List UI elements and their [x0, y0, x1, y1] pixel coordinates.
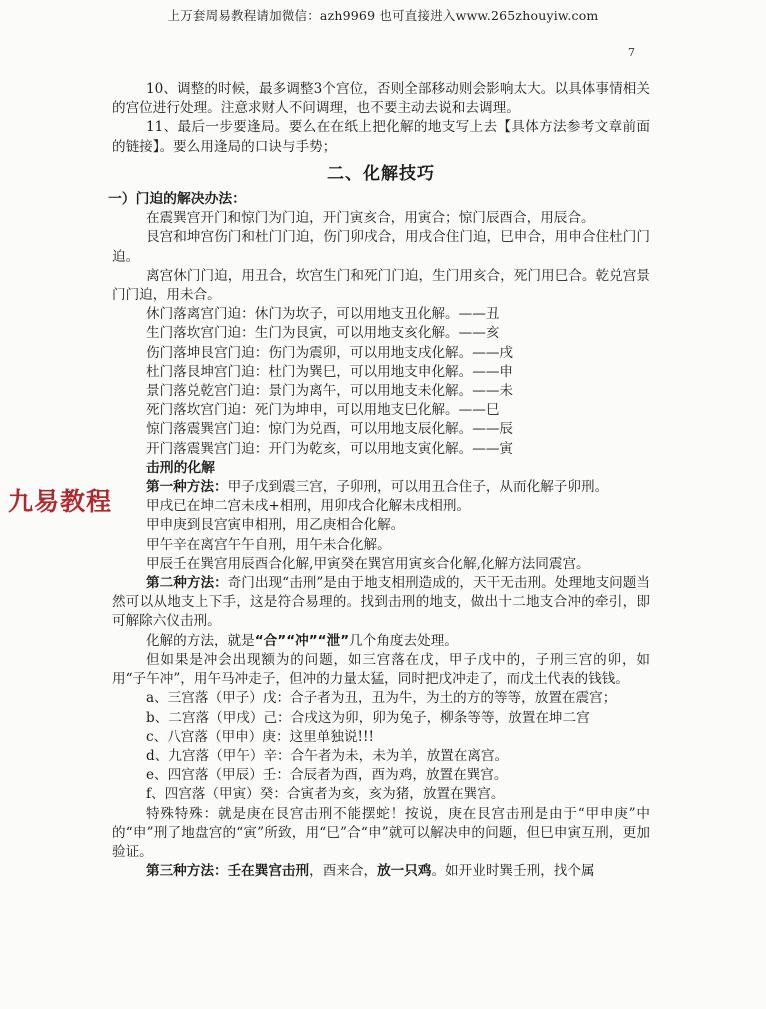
- method-3-label: 第三种方法：: [146, 863, 228, 880]
- method-1-text: 甲子戊到震三宫，子卯刑，可以用丑合住子，从而化解子卯刑。: [227, 479, 609, 496]
- intro-paragraph-10: 10、调整的时候，最多调整3个宫位，否则全部移动则会影响太大。以具体事情相关的宫位进行处理。注意求财人不问调理，也不要主动去说和去调理。: [112, 81, 650, 117]
- remedy-line: 开门落震巽宫门迫：开门为乾亥，可以用地支寅化解。——寅: [146, 440, 514, 457]
- remedy-line: 惊门落震巽宫门迫：惊门为兑酉，可以用地支辰化解。——辰: [146, 421, 514, 438]
- list-item: c、八宫落（甲申）庚：这里单独说!!!: [146, 728, 374, 745]
- method-3-paragraph: [112, 862, 650, 881]
- paragraph: 艮宫和坤宫伤门和杜门门迫，伤门卯戌合，用戌合住门迫，巳申合，用申合住杜门门迫。: [112, 229, 650, 265]
- remedy-line: 生门落坎宫门迫：生门为艮寅，可以用地支亥化解。——亥: [146, 325, 500, 342]
- paragraph: [112, 632, 650, 651]
- text-span: 几个角度去处理。: [349, 632, 458, 649]
- list-item: f、四宫落（甲寅）癸：合寅者为亥，亥为猪，放置在巽宫。: [146, 786, 505, 803]
- page-body: [108, 80, 650, 881]
- list-item: d、九宫落（甲午）辛：合午者为未，未为羊，放置在离宫。: [146, 747, 509, 764]
- emphasis-text: 壬在巽宫击刑: [227, 863, 310, 880]
- list-item: a、三宫落（甲子）戊：合子者为丑，丑为牛，为土的方的等等，放置在震宫；: [146, 690, 617, 707]
- paragraph: 甲戌已在坤二宫未戌+相刑，用卯戌合化解未戌相刑。: [146, 498, 471, 515]
- remedy-line: 死门落坎宫门迫：死门为坤申，可以用地支巳化解。——巳: [146, 402, 500, 419]
- section-title: 二、化解技巧: [327, 163, 435, 184]
- paragraph: 但如果是冲会出现额为的问题，如三宫落在戊，甲子戊中的，子刑三宫的卯，如用“子午冲”，用午马冲走子，但冲的力量太猛，同时把戊冲走了，而戊土代表的钱钱。: [112, 651, 650, 688]
- emphasis-keywords: “合”“冲”“泄”: [254, 632, 350, 649]
- paragraph: 甲辰壬在巽宫用辰酉合化解,甲寅癸在巽宫用寅亥合化解,化解方法同震宫。: [146, 555, 590, 572]
- paragraph: 离宫休门门迫，用丑合，坎宫生门和死门门迫，生门用亥合，死门用巳合。乾兑宫景门门迫，用未合。: [112, 267, 650, 304]
- intro-paragraph-11: 11、最后一步要逢局。要么在在纸上把化解的地支写上去【具体方法参考文章前面的链接】。要么用逢局的口诀与手势；: [112, 119, 650, 155]
- method-2-label: 第二种方法：: [146, 575, 228, 592]
- remedy-line: 休门落离宫门迫：休门为坎子，可以用地支丑化解。——丑: [146, 306, 500, 323]
- remedy-line: 景门落兑乾宫门迫：景门为离午，可以用地支未化解。——未: [146, 383, 514, 400]
- list-item: b、二宫落（甲戌）己：合戌这为卯，卯为兔子，柳条等等，放置在坤二宫: [146, 709, 590, 726]
- header-banner: 上万套周易教程请加微信：azh9969 也可直接进入www.265zhouyiw.com: [167, 8, 599, 23]
- text-span: ，酉来合，: [309, 863, 378, 880]
- subsection-title-strike-punishment: 击刑的化解: [146, 459, 215, 476]
- method-1-label: 第一种方法：: [146, 479, 228, 496]
- text-span: 化解的方法，就是: [146, 632, 255, 649]
- remedy-line: 杜门落艮坤宫门迫：杜门为巽巳，可以用地支申化解。——申: [146, 363, 514, 380]
- method-2-text: 奇门出现“击刑”是由于地支相刑造成的，天干无击刑。处理地支问题当然可以从地支上下手，这是符合易理的。找到击刑的地支，做出十二地支合冲的牵引，即可解除六仪击刑。: [112, 575, 650, 630]
- page-number: 7: [628, 46, 635, 59]
- watermark-logo: 九易教程: [8, 487, 113, 516]
- paragraph: 甲午辛在离宫午午自刑，用午未合化解。: [146, 536, 391, 553]
- paragraph: 甲申庚到艮宫寅申相刑，用乙庚相合化解。: [146, 517, 405, 534]
- paragraph: 特殊特殊：就是庚在艮宫击刑不能摆蛇！按说，庚在艮宫击刑是由于“甲申庚”中的“申”刑了地盘宫的“寅”所致，用“巳”合“申”就可以解决申的问题，但巳申寅互刑，更加验证。: [112, 805, 650, 860]
- text-span: 。如开业时巽壬刑，找个属: [431, 863, 595, 880]
- remedy-line: 伤门落坤艮宫门迫：伤门为震卯，可以用地支戌化解。——戌: [146, 344, 514, 361]
- method-1-paragraph: [112, 478, 650, 497]
- paragraph: 在震巽宫开门和惊门为门迫，开门寅亥合，用寅合；惊门辰酉合，用辰合。: [146, 210, 595, 227]
- list-item: e、四宫落（甲辰）壬：合辰者为酉，酉为鸡，放置在巽宫。: [146, 767, 508, 784]
- subsection-title-door-pressure: 一）门迫的解决办法：: [108, 191, 246, 208]
- method-2-paragraph: [112, 574, 650, 632]
- emphasis-text: 放一只鸡: [377, 863, 432, 880]
